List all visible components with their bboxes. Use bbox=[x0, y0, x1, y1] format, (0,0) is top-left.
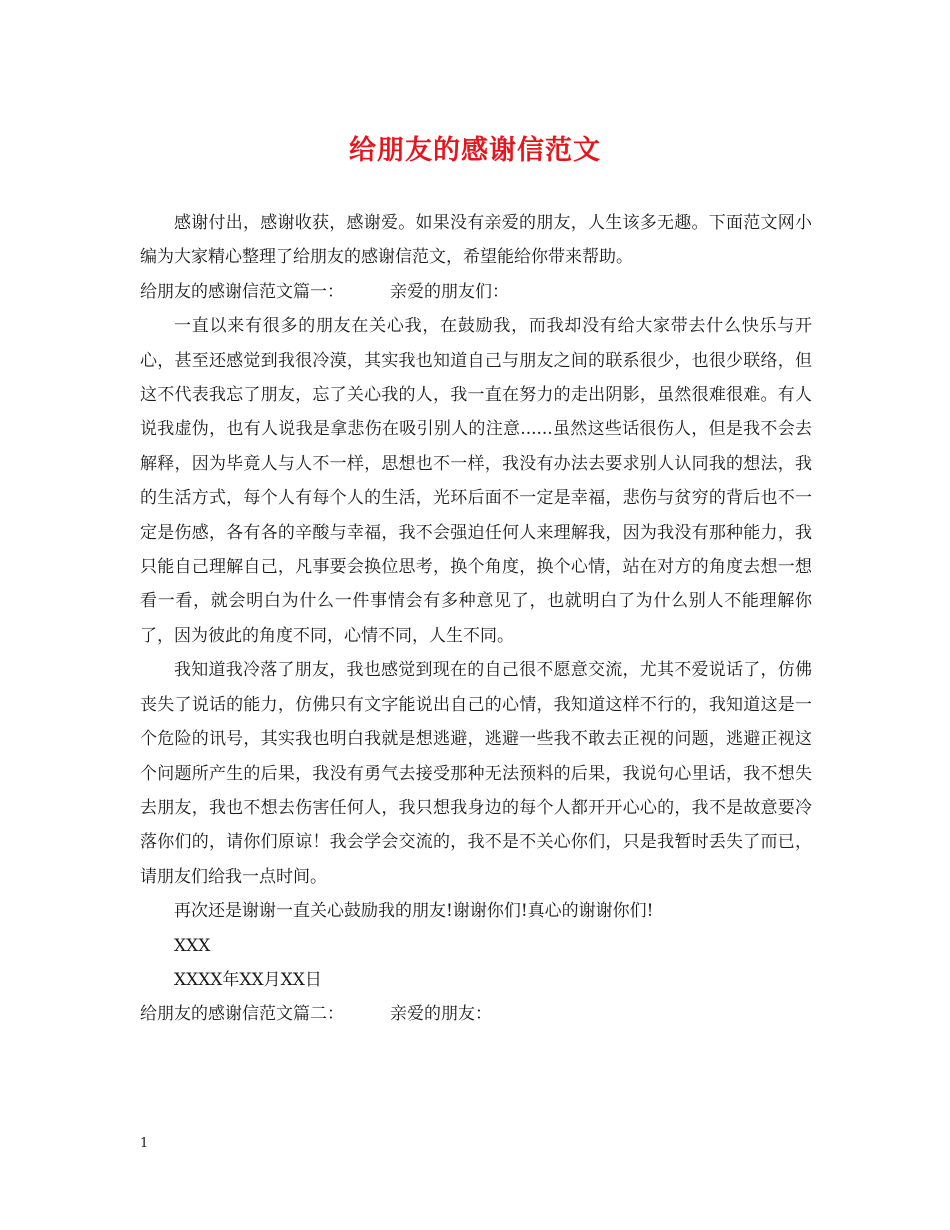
section2-heading-line bbox=[140, 997, 812, 1031]
intro-paragraph: 感谢付出，感谢收获，感谢爱。如果没有亲爱的朋友，人生该多无趣。下面范文网小编为大家精心整理了给朋友的感谢信范文，希望能给你带来帮助。 bbox=[140, 213, 812, 268]
section1-closing: 再次还是谢谢一直关心鼓励我的朋友!谢谢你们!真心的谢谢你们! bbox=[174, 901, 654, 922]
section2-salutation: 亲爱的朋友： bbox=[390, 1004, 492, 1025]
signature: XXX bbox=[174, 935, 211, 956]
section2-heading: 给朋友的感谢信范文篇二： bbox=[140, 1004, 344, 1025]
document-title: 给朋友的感谢信范文 bbox=[349, 135, 601, 166]
section1-paragraph: 一直以来有很多的朋友在关心我，在鼓励我，而我却没有给大家带去什么快乐与开心，甚至还感觉到我很冷漠，其实我也知道自己与朋友之间的联系很少，也很少联络，但这不代表我忘了朋友，忘了关心我的人，我一直在努力的走出阴影，虽然很难很难。有人说我虚伪，也有人说我是拿悲伤在吸引别人的注意......虽然这些话很伤人，但是我不会去解释，因为毕竟人与人不一样，思想也不一样，我没有办法去要求别人认同我的想法，我的生活方式，每个人有每个人的生活，光环后面不一定是幸福，悲伤与贫穷的背后也不一定是伤感，各有各的辛酸与幸福，我不会强迫任何人来理解我，因为我没有那种能力，我只能自己理解自己，凡事要会换位思考，换个角度，换个心情，站在对方的角度去想一想看一看，就会明白为什么一件事情会有多种意见了，也就明白了为什么别人不能理解你了，因为彼此的角度不同，心情不同，人生不同。 bbox=[140, 316, 812, 646]
section1-salutation: 亲爱的朋友们： bbox=[390, 281, 509, 302]
document-body bbox=[140, 206, 812, 1032]
page-number: 1 bbox=[140, 1136, 149, 1151]
date: XXXX年XX月XX日 bbox=[174, 969, 322, 990]
section1-heading-line bbox=[140, 275, 812, 309]
section1-heading: 给朋友的感谢信范文篇一： bbox=[140, 281, 344, 302]
section1-paragraph: 我知道我冷落了朋友，我也感觉到现在的自己很不愿意交流，尤其不爱说话了，仿佛丧失了说话的能力，仿佛只有文字能说出自己的心情，我知道这样不行的，我知道这是一个危险的讯号，其实我也明白我就是想逃避，逃避一些我不敢去正视的问题，逃避正视这个问题所产生的后果，我没有勇气去接受那种无法预料的后果，我说句心里话，我不想失去朋友，我也不想去伤害任何人，我只想我身边的每个人都开开心心的，我不是故意要冷落你们的，请你们原谅！我会学会交流的，我不是不关心你们，只是我暂时丢失了而已，请朋友们给我一点时间。 bbox=[140, 660, 812, 887]
